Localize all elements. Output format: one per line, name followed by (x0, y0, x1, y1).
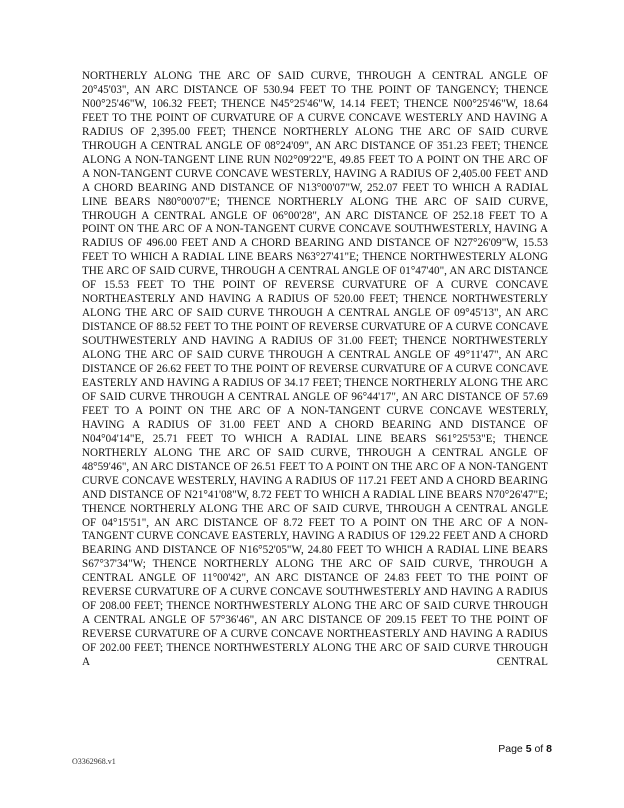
page-number-total: 8 (546, 743, 552, 755)
document-id: O3362968.v1 (72, 757, 116, 766)
page-number-label: Page (498, 743, 523, 755)
page-number-current: 5 (525, 743, 532, 755)
page-number (498, 743, 552, 755)
page-number-of: of (534, 743, 544, 755)
legal-description-text: NORTHERLY ALONG THE ARC OF SAID CURVE, THROUGH A CENTRAL ANGLE OF 20°45'03", AN ARC DISTANCE OF 530.94 FEET TO THE POINT OF TANGENCY; THENCE N00°25'46"W, 106.32 FEET; THENCE N45°25'46"W, 14.14 FEET; THENCE N00°25'46"W, 18.64 FEET TO THE POINT OF CURVATURE OF A CURVE CONCAVE WESTERLY AND HAVING A RADIUS OF 2,395.00 FEET; THENCE NORTHERLY ALONG THE ARC OF SAID CURVE THROUGH A CENTRAL ANGLE OF 08°24'09", AN ARC DISTANCE OF 351.23 FEET; THENCE ALONG A NON-TANGENT LINE RUN N02°09'22"E, 49.85 FEET TO A POINT ON THE ARC OF A NON-TANGENT CURVE CONCAVE WESTERLY, HAVING A RADIUS OF 2,405.00 FEET AND A CHORD BEARING AND DISTANCE OF N13°00'07"W, 252.07 FEET TO WHICH A RADIAL LINE BEARS N80°00'07"E; THENCE NORTHERLY ALONG THE ARC OF SAID CURVE, THROUGH A CENTRAL ANGLE OF 06°00'28", AN ARC DISTANCE OF 252.18 FEET TO A POINT ON THE ARC OF A NON-TANGENT CURVE CONCAVE SOUTHWESTERLY, HAVING A RADIUS OF 496.00 FEET AND A CHORD BEARING AND DISTANCE OF N27°26'09"W, 15.53 FEET TO WHICH A RADIAL LINE BEARS N63°27'41"E; THENCE NORTHWESTERLY ALONG THE ARC OF SAID CURVE, THROUGH A CENTRAL ANGLE OF 01°47'40", AN ARC DISTANCE OF 15.53 FEET TO THE POINT OF REVERSE CURVATURE OF A CURVE CONCAVE NORTHEASTERLY AND HAVING A RADIUS OF 520.00 FEET; THENCE NORTHWESTERLY ALONG THE ARC OF SAID CURVE THROUGH A CENTRAL ANGLE OF 09°45'13", AN ARC DISTANCE OF 88.52 FEET TO THE POINT OF REVERSE CURVATURE OF A CURVE CONCAVE SOUTHWESTERLY AND HAVING A RADIUS OF 31.00 FEET; THENCE NORTHWESTERLY ALONG THE ARC OF SAID CURVE THROUGH A CENTRAL ANGLE OF 49°11'47", AN ARC DISTANCE OF 26.62 FEET TO THE POINT OF REVERSE CURVATURE OF A CURVE CONCAVE EASTERLY AND HAVING A RADIUS OF 34.17 FEET; THENCE NORTHERLY ALONG THE ARC OF SAID CURVE THROUGH A CENTRAL ANGLE OF 96°44'17", AN ARC DISTANCE OF 57.69 FEET TO A POINT ON THE ARC OF A NON-TANGENT CURVE CONCAVE WESTERLY, HAVING A RADIUS OF 31.00 FEET AND A CHORD BEARING AND DISTANCE OF N04°04'14"E, 25.71 FEET TO WHICH A RADIAL LINE BEARS S61°25'53"E; THENCE NORTHERLY ALONG THE ARC OF SAID CURVE, THROUGH A CENTRAL ANGLE OF 48°59'46", AN ARC DISTANCE OF 26.51 FEET TO A POINT ON THE ARC OF A NON-TANGENT CURVE CONCAVE WESTERLY, HAVING A RADIUS OF 117.21 FEET AND A CHORD BEARING AND DISTANCE OF N21°41'08"W, 8.72 FEET TO WHICH A RADIAL LINE BEARS N70°26'47"E; THENCE NORTHERLY ALONG THE ARC OF SAID CURVE, THROUGH A CENTRAL ANGLE OF 04°15'51", AN ARC DISTANCE OF 8.72 FEET TO A POINT ON THE ARC OF A NON-TANGENT CURVE CONCAVE EASTERLY, HAVING A RADIUS OF 129.22 FEET AND A CHORD BEARING AND DISTANCE OF N16°52'05"W, 24.80 FEET TO WHICH A RADIAL LINE BEARS S67°37'34"W; THENCE NORTHERLY ALONG THE ARC OF SAID CURVE, THROUGH A CENTRAL ANGLE OF 11°00'42", AN ARC DISTANCE OF 24.83 FEET TO THE POINT OF REVERSE CURVATURE OF A CURVE CONCAVE SOUTHWESTERLY AND HAVING A RADIUS OF 208.00 FEET; THENCE NORTHWESTERLY ALONG THE ARC OF SAID CURVE THROUGH A CENTRAL ANGLE OF 57°36'46", AN ARC DISTANCE OF 209.15 FEET TO THE POINT OF REVERSE CURVATURE OF A CURVE CONCAVE NORTHEASTERLY AND HAVING A RADIUS OF 202.00 FEET; THENCE NORTHWESTERLY ALONG THE ARC OF SAID CURVE THROUGH A CENTRAL (82, 70, 548, 669)
